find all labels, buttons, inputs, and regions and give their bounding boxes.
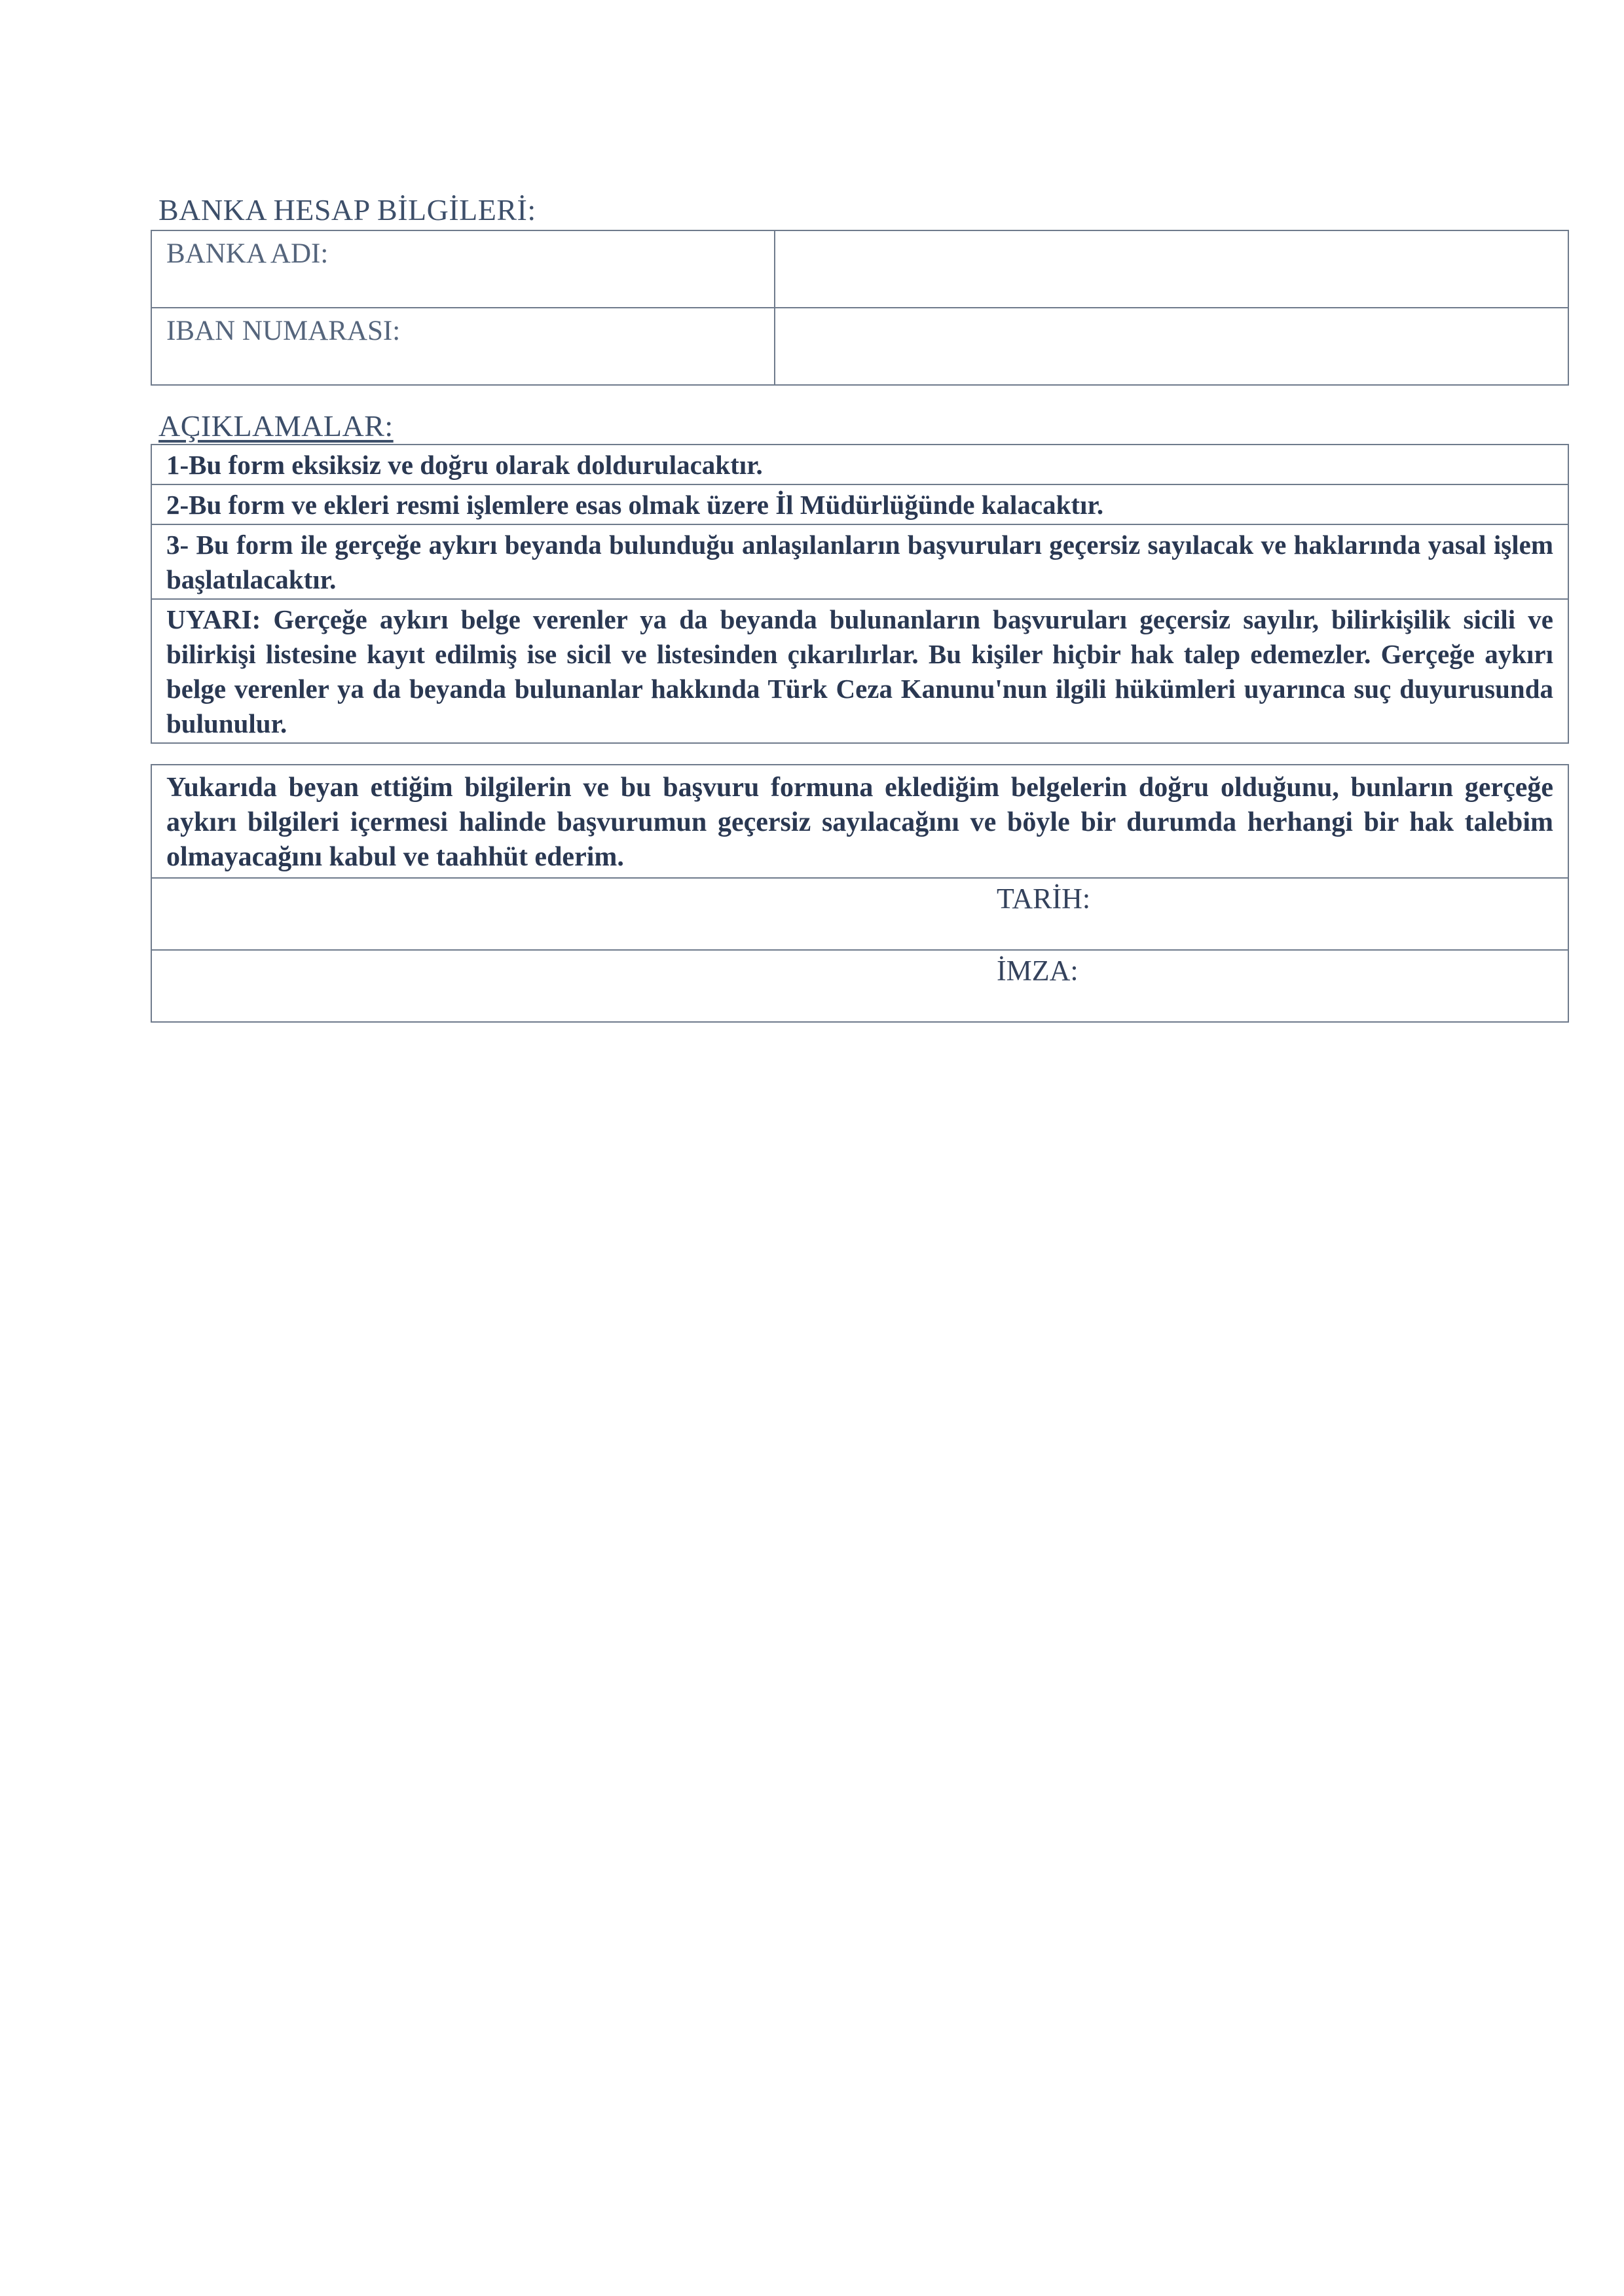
note-item-3: 3- Bu form ile gerçeğe aykırı beyanda bulunduğu anlaşılanların başvuruları geçersiz sayılacak ve haklarında yasal işlem başlatılacaktır. (151, 524, 1568, 599)
signature-field[interactable] (151, 950, 1568, 1022)
declaration-table (151, 764, 1569, 1023)
bank-info-table (151, 230, 1569, 386)
notes-title: AÇIKLAMALAR: (158, 409, 394, 443)
note-item-2: 2-Bu form ve ekleri resmi işlemlere esas olmak üzere İl Müdürlüğünde kalacaktır. (151, 484, 1568, 524)
date-field[interactable] (151, 878, 1568, 950)
iban-row (151, 308, 1568, 385)
bank-name-field[interactable] (775, 230, 1568, 308)
iban-label: IBAN NUMARASI: (151, 308, 775, 385)
iban-field[interactable] (775, 308, 1568, 385)
warning-note: UYARI: Gerçeğe aykırı belge verenler ya da beyanda bulunanların başvuruları geçersiz sayılır, bilirkişilik sicili ve bilirkişi listesine kayıt edilmiş ise sicil ve listesinden çıkarılırlar. Bu kişiler hiçbir hak talep edemezler. Gerçeğe aykırı belge verenler ya da beyanda bulunanlar hakkında Türk Ceza Kanunu'nun ilgili hükümleri uyarınca suç duyurusunda bulunulur. (151, 599, 1568, 743)
notes-table (151, 444, 1569, 744)
bank-name-row (151, 230, 1568, 308)
bank-name-label: BANKA ADI: (151, 230, 775, 308)
date-label: TARİH: (997, 883, 1091, 915)
declaration-text: Yukarıda beyan ettiğim bilgilerin ve bu başvuru formuna eklediğim belgelerin doğru olduğunu, bunların gerçeğe aykırı bilgileri içermesi halinde başvurumun geçersiz sayılacağını ve böyle bir durumda herhangi bir hak talebim olmayacağını kabul ve taahhüt ederim. (151, 765, 1568, 878)
note-item-1: 1-Bu form eksiksiz ve doğru olarak doldurulacaktır. (151, 445, 1568, 484)
signature-label: İMZA: (997, 955, 1079, 987)
bank-info-title: BANKA HESAP BİLGİLERİ: (158, 193, 536, 227)
